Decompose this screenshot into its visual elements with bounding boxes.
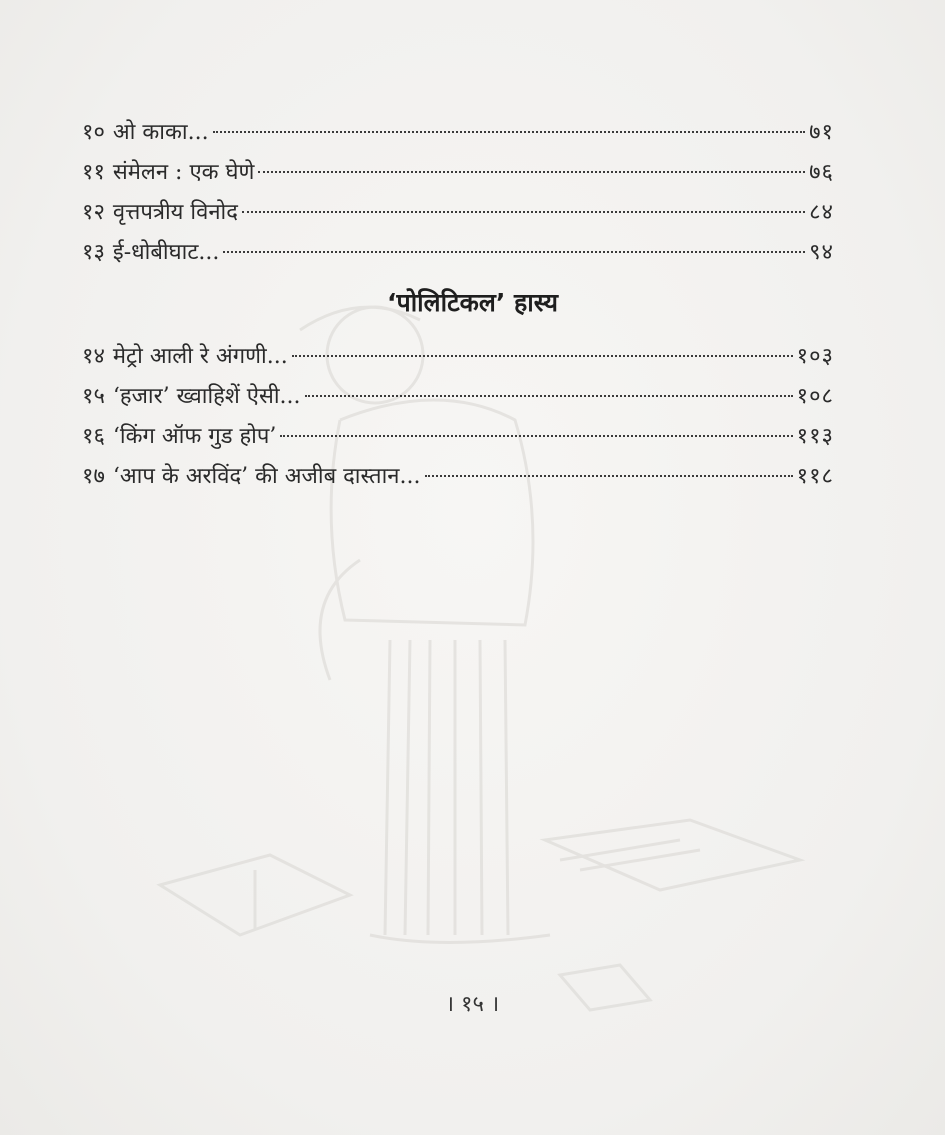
section-heading: ‘पोलिटिकल’ हास्य <box>387 288 558 317</box>
chapter-title: संमेलन : एक घेणे <box>112 160 255 185</box>
chapter-number: १७ <box>82 464 105 489</box>
chapter-number: १० <box>82 120 105 145</box>
dot-leader <box>305 395 793 397</box>
toc-entry[interactable] <box>82 377 834 417</box>
dot-leader <box>425 475 793 477</box>
chapter-page: ८४ <box>809 200 834 225</box>
chapter-title: वृत्तपत्रीय विनोद <box>112 200 238 225</box>
toc-list-top <box>82 113 834 273</box>
toc-entry[interactable] <box>82 113 834 153</box>
chapter-number: १६ <box>82 424 105 449</box>
page-number: । १५ । <box>445 992 500 1017</box>
chapter-page: ११३ <box>796 424 834 449</box>
toc-entry[interactable] <box>82 193 834 233</box>
toc-list-bottom <box>82 337 834 497</box>
chapter-number: ११ <box>82 160 105 185</box>
dot-leader <box>292 355 793 357</box>
chapter-title: मेट्रो आली रे अंगणी... <box>112 344 288 369</box>
chapter-title: ई-धोबीघाट... <box>112 240 220 265</box>
dot-leader <box>213 131 806 133</box>
chapter-title: ओ काका... <box>112 120 209 145</box>
chapter-title: ‘आप के अरविंद’ की अजीब दास्तान... <box>112 464 421 489</box>
chapter-number: १३ <box>82 240 105 265</box>
chapter-page: ९४ <box>809 240 834 265</box>
toc-entry[interactable] <box>82 337 834 377</box>
toc-entry[interactable] <box>82 457 834 497</box>
chapter-page: ११८ <box>796 464 834 489</box>
chapter-title: ‘किंग ऑफ गुड होप’ <box>112 424 277 449</box>
dot-leader <box>223 251 805 253</box>
chapter-title: ‘हजार’ ख्वाहिशें ऐसी... <box>112 384 301 409</box>
chapter-page: १०८ <box>796 384 834 409</box>
chapter-number: १४ <box>82 344 105 369</box>
chapter-page: ७६ <box>809 160 834 185</box>
chapter-page: ७१ <box>809 120 834 145</box>
chapter-number: १२ <box>82 200 105 225</box>
dot-leader <box>258 171 805 173</box>
dot-leader <box>242 211 805 213</box>
chapter-number: १५ <box>82 384 105 409</box>
dot-leader <box>280 435 792 437</box>
chapter-page: १०३ <box>796 344 834 369</box>
toc-entry[interactable] <box>82 233 834 273</box>
toc-entry[interactable] <box>82 417 834 457</box>
toc-entry[interactable] <box>82 153 834 193</box>
